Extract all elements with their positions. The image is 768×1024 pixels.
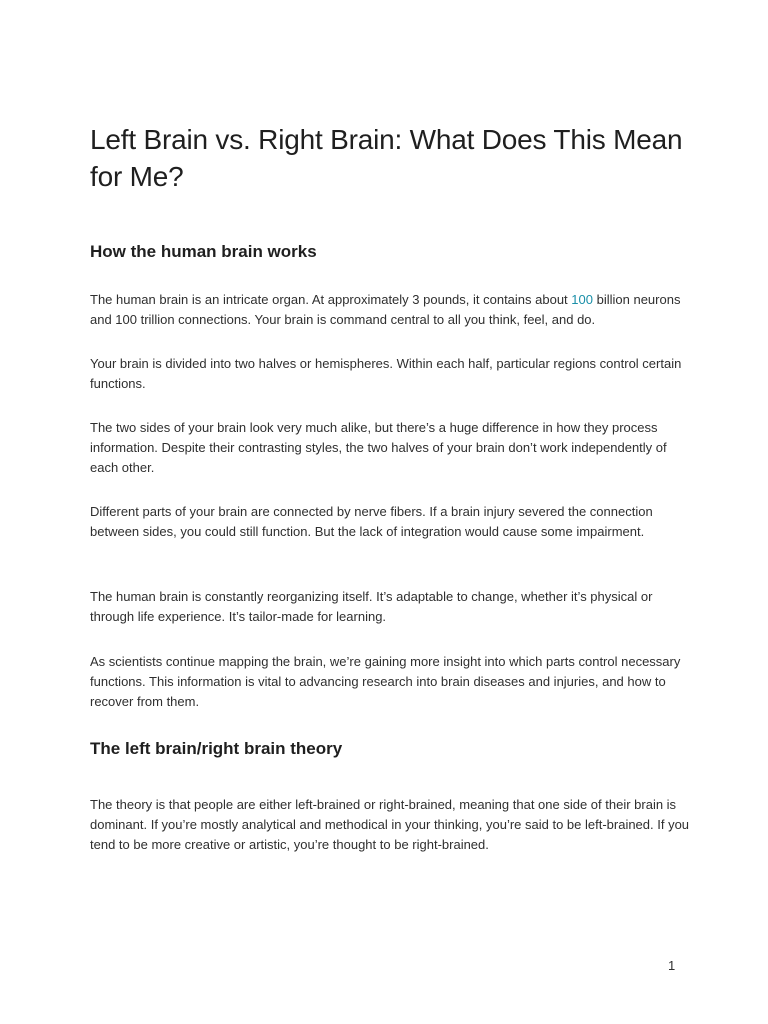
paragraph-hemispheres: Your brain is divided into two halves or hemispheres. Within each half, particular regions control certain functions. bbox=[90, 356, 682, 391]
section-heading-theory: The left brain/right brain theory bbox=[90, 739, 343, 758]
page-title: Left Brain vs. Right Brain: What Does This Mean for Me? bbox=[90, 124, 683, 192]
paragraph-text: The human brain is an intricate organ. At approximately 3 pounds, it contains about bbox=[90, 292, 572, 307]
paragraph-mapping: As scientists continue mapping the brain, we’re gaining more insight into which parts control necessary functions. This information is vital to advancing research into brain diseases and injuries, and how to recover from them. bbox=[90, 654, 681, 709]
paragraph-reorganizing: The human brain is constantly reorganizing itself. It’s adaptable to change, whether it’s physical or through life experience. It’s tailor-made for learning. bbox=[90, 589, 653, 624]
section-heading-how-brain-works: How the human brain works bbox=[90, 242, 317, 261]
page-number: 1 bbox=[668, 958, 676, 973]
reference-link-100[interactable]: 100 bbox=[571, 292, 593, 307]
paragraph-brain-organ bbox=[90, 290, 690, 330]
paragraph-text: billion neurons and 100 trillion connections. Your brain is command central to all you think, feel, and do. bbox=[90, 292, 681, 327]
paragraph-theory: The theory is that people are either left-brained or right-brained, meaning that one side of their brain is dominant. If you’re mostly analytical and methodical in your thinking, you’re said to be left-brained. If you tend to be more creative or artistic, you’re thought to be right-brained. bbox=[90, 797, 690, 852]
paragraph-nerve-fibers: Different parts of your brain are connected by nerve fibers. If a brain injury severed the connection between sides, you could still function. But the lack of integration would cause some impairment. bbox=[90, 504, 653, 539]
paragraph-two-sides: The two sides of your brain look very much alike, but there’s a huge difference in how they process information. Despite their contrasting styles, the two halves of your brain don’t work independently of each other. bbox=[90, 420, 667, 475]
